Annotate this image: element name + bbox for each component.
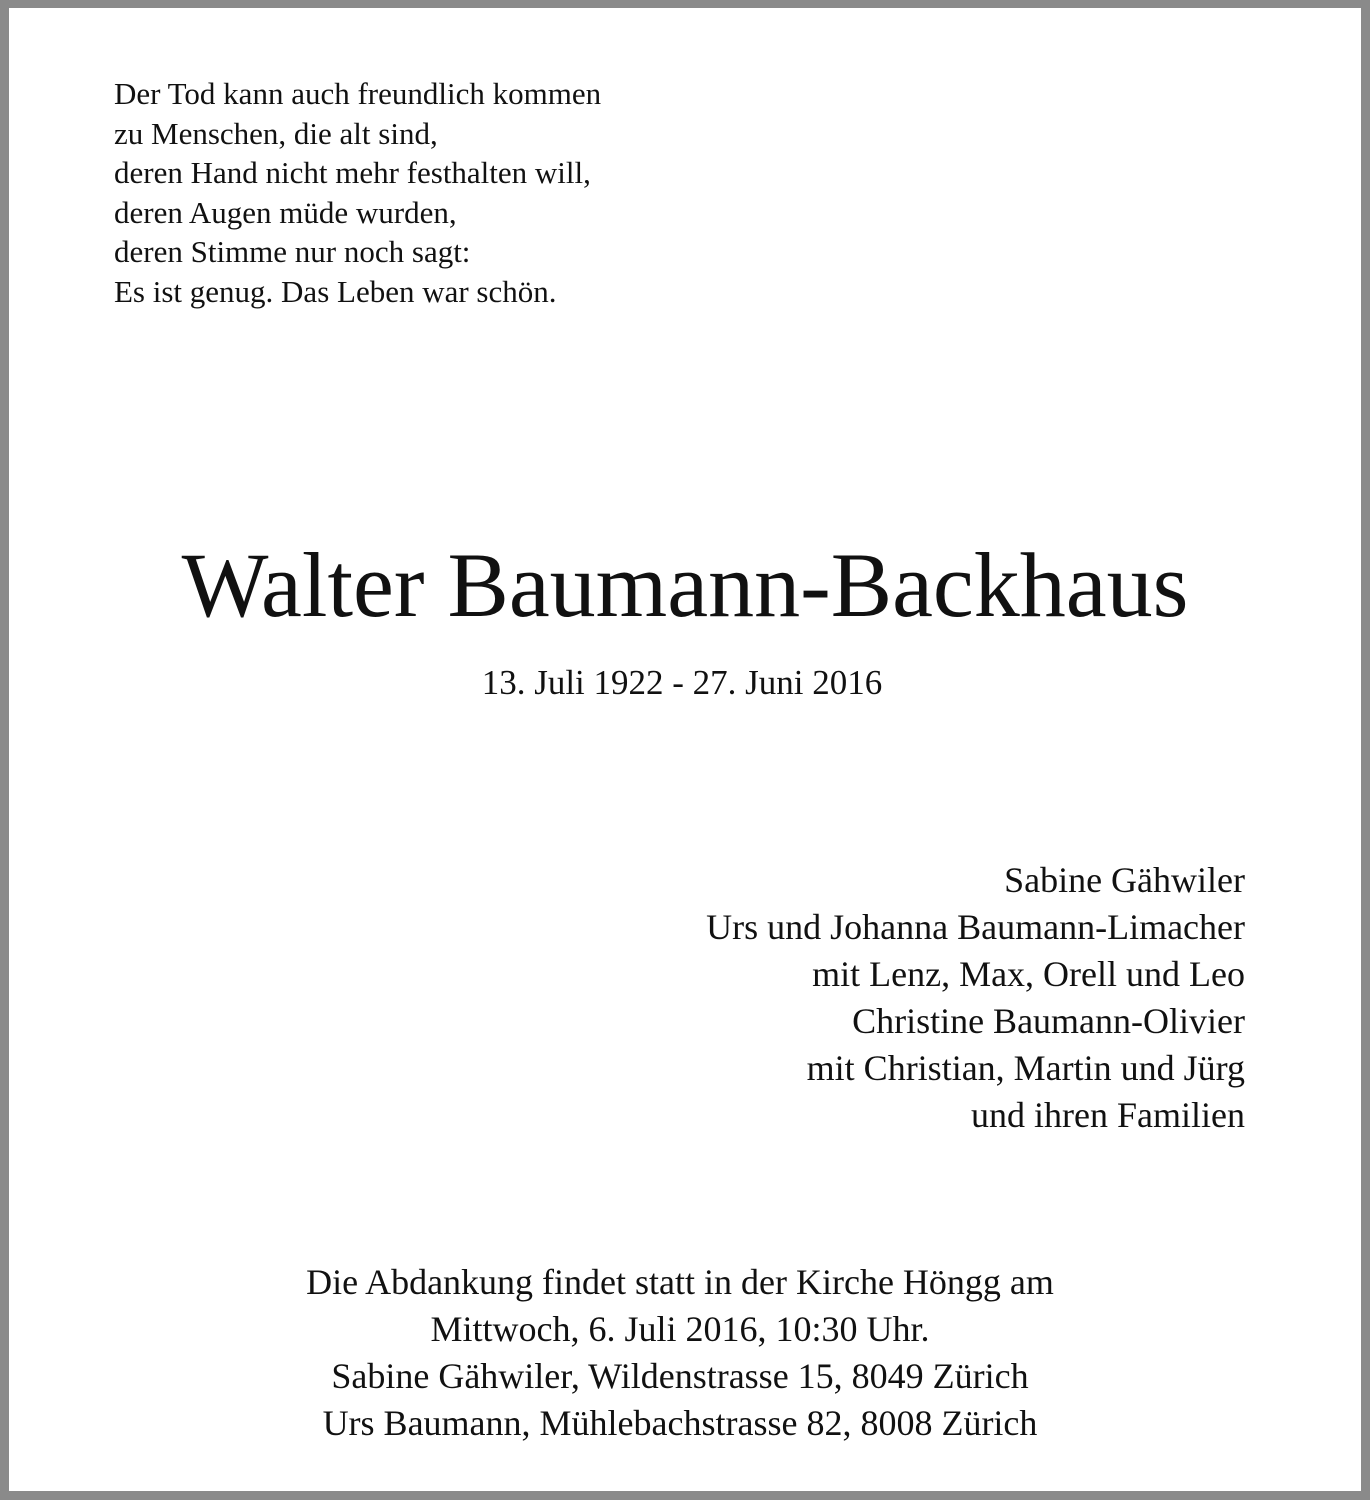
mourners-list	[706, 857, 1245, 1139]
service-line: Mittwoch, 6. Juli 2016, 10:30 Uhr.	[430, 1309, 930, 1349]
mourner-line: Urs und Johanna Baumann-Limacher	[706, 907, 1245, 947]
mourner-line: Christine Baumann-Olivier	[852, 1001, 1245, 1041]
poem-line: Es ist genug. Das Leben war schön.	[114, 273, 557, 309]
mourner-line: und ihren Familien	[971, 1095, 1245, 1135]
poem-line: zu Menschen, die alt sind,	[114, 115, 438, 151]
funeral-service-info	[9, 1259, 1351, 1447]
service-line: Die Abdankung findet statt in der Kirche Höngg am	[306, 1262, 1054, 1302]
poem-line: deren Stimme nur noch sagt:	[114, 234, 471, 269]
poem-line: Der Tod kann auch freundlich kommen	[114, 76, 602, 111]
service-address: Sabine Gähwiler, Wildenstrasse 15, 8049 Zürich	[331, 1356, 1029, 1396]
mourner-line: mit Christian, Martin und Jürg	[806, 1048, 1245, 1088]
life-dates: 13. Juli 1922 - 27. Juni 2016	[481, 663, 883, 702]
service-address: Urs Baumann, Mühlebachstrasse 82, 8008 Zürich	[322, 1403, 1038, 1443]
mourner-line: mit Lenz, Max, Orell und Leo	[812, 954, 1245, 994]
mourner-line: Sabine Gähwiler	[1004, 860, 1245, 900]
poem-line: deren Hand nicht mehr festhalten will,	[114, 155, 591, 190]
deceased-name: Walter Baumann-Backhaus	[181, 534, 1189, 636]
poem-line: deren Augen müde wurden,	[114, 194, 457, 230]
poem	[114, 74, 814, 311]
